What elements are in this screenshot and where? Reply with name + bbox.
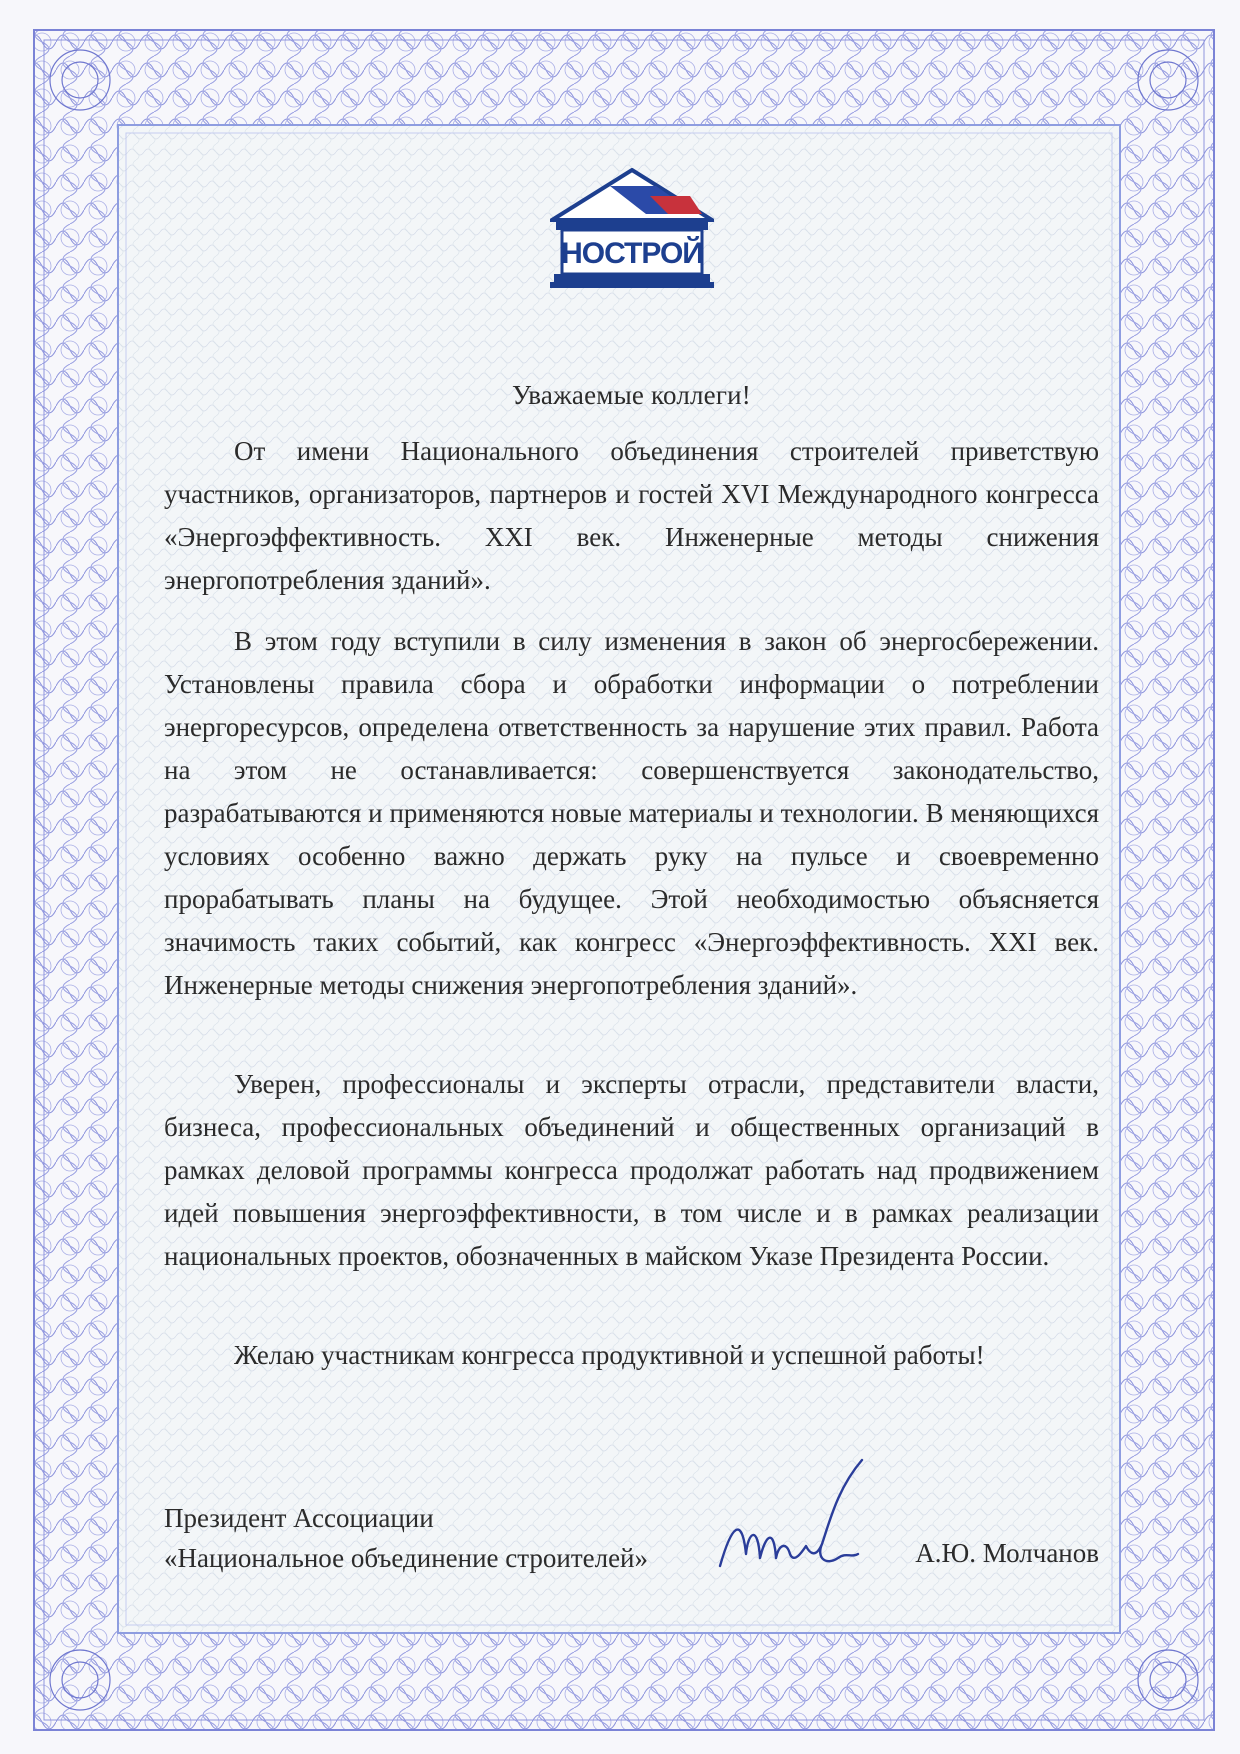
position-line-1: Президент Ассоциации [164,1503,434,1533]
paragraph-intro: От имени Национального объединения строителей приветствую участников, организаторов, партнеров и гостей XVI Международного конгресса «Энергоэффективность. XXI век. Инженерные методы снижения энергопотребления зданий». [164,436,1099,595]
paragraph-law: В этом году вступили в силу изменения в закон об энергосбережении. Установлены правила сбора и обработки информации о потреблении энергоресурсов, определена ответственность за нарушение этих правил. Работа на этом не останавливается: совершенствуется законодательство, разрабатываются и применяются новые материалы и технологии. В меняющихся условиях особенно важно держать руку на пульсе и своевременно прорабатывать планы на будущее. Этой необходимостью объясняется значимость таких событий, как конгресс «Энергоэффективность. XXI век. Инженерные методы снижения энергопотребления зданий». [164,626,1099,1000]
greeting: Уважаемые коллеги! [512,380,751,410]
letter-content [164,120,1099,1620]
signatory-position [164,1498,648,1578]
paragraph-experts: Уверен, профессионалы и эксперты отрасли, представители власти, бизнеса, профессиональных объединений и общественных организаций в рамках деловой программы конгресса продолжат работать над продвижением идей повышения энергоэффективности, в том числе и в рамках реализации национальных проектов, обозначенных в майском Указе Президента России. [164,1069,1099,1271]
logo-text: НОСТРОЙ [561,237,703,270]
signatory-name: А.Ю. Молчанов [915,1538,1099,1568]
handwritten-signature [712,1454,872,1572]
position-line-2: «Национальное объединение строителей» [164,1543,649,1573]
nostroy-logo [550,168,714,294]
paragraph-wishes: Желаю участникам конгресса продуктивной и успешной работы! [234,1340,985,1370]
